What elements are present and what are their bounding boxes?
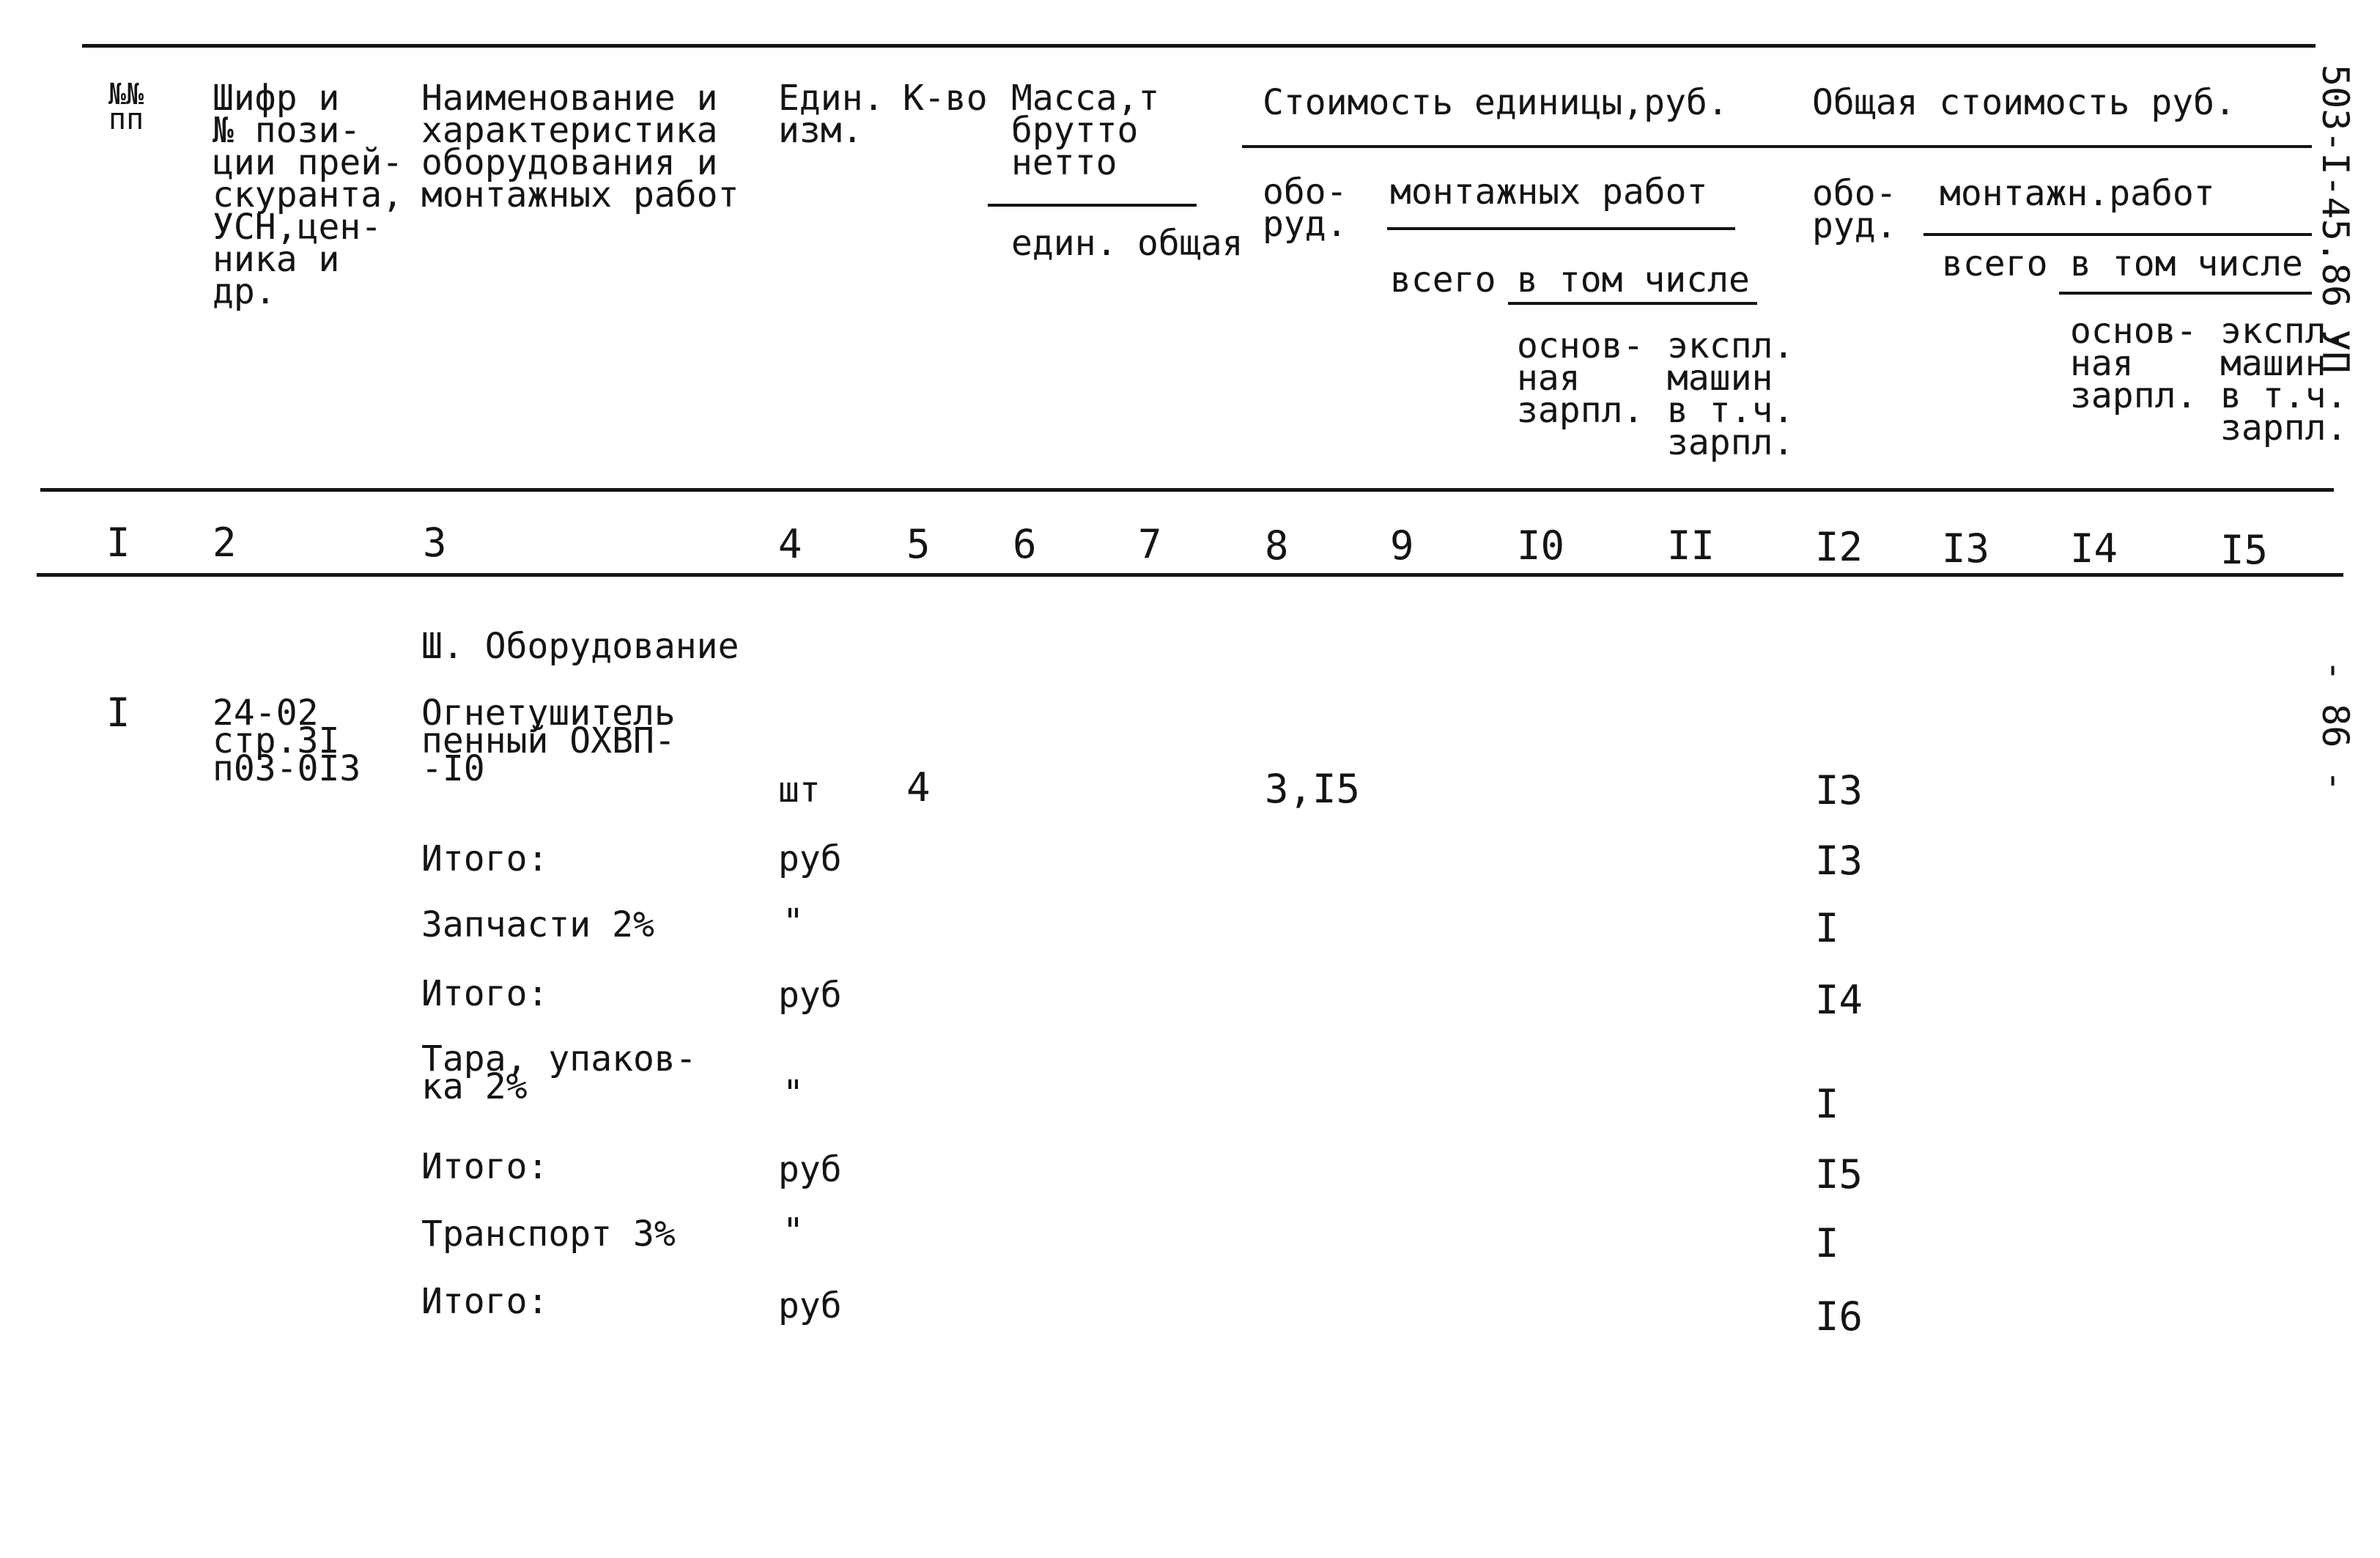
item-code: 24-02 стр.3I п03-0I3: [212, 693, 361, 789]
col-number-13: I3: [1942, 525, 1990, 572]
row-name: Итого:: [421, 1281, 549, 1322]
row-total: I4: [1815, 977, 1863, 1023]
header-unit-cost: Стоимость единицы,руб.: [1263, 82, 1729, 123]
col-number-12: I2: [1815, 524, 1863, 570]
row-name: Итого:: [421, 1146, 549, 1187]
col-number-5: 5: [906, 521, 931, 567]
item-name: Огнетушитель пенный ОХВП- -I0: [421, 693, 676, 789]
header-total-mach: экспл. машин в т.ч. зарпл.: [2220, 311, 2348, 448]
header-mass-unit: един.: [1011, 223, 1117, 264]
row-name: Итого:: [421, 973, 549, 1014]
row-unit: руб: [778, 1285, 842, 1326]
header-bottom-rule: [40, 488, 2334, 492]
col-number-8: 8: [1265, 523, 1289, 569]
header-col-code: Шифр и № пози- ции прей- скуранта, УСН,цен- ника и др.: [212, 78, 404, 312]
item-unit-equip-cost: 3,I5: [1265, 766, 1361, 812]
header-col-qty: К-во: [903, 78, 988, 119]
row-name: Тара, упаков- ка 2%: [421, 1038, 697, 1107]
header-unit-mach: экспл. машин в т.ч. зарпл.: [1667, 325, 1795, 463]
row-name: Запчасти 2%: [421, 904, 654, 945]
row-name: Итого:: [421, 838, 549, 879]
header-col-name: Наименование и характеристика оборудования и монтажных работ: [421, 78, 739, 215]
col-number-10: I0: [1517, 523, 1565, 569]
total-incl-rule: [2059, 292, 2312, 295]
unit-cost-rule: [1242, 145, 2312, 148]
row-unit: руб: [778, 1149, 842, 1190]
row-unit: ": [783, 901, 804, 942]
col-number-4: 4: [778, 521, 802, 567]
header-col-mass: Масса,т брутто нетто: [1011, 78, 1160, 183]
row-total: I5: [1815, 1151, 1863, 1197]
row-name: Транспорт 3%: [421, 1214, 676, 1255]
row-total: I6: [1815, 1293, 1863, 1340]
row-unit: руб: [778, 838, 842, 879]
header-total-cost: Общая стоимость руб.: [1812, 82, 2236, 123]
col-number-15: I5: [2220, 527, 2269, 573]
row-total: I: [1815, 905, 1839, 951]
row-unit: ": [783, 1073, 804, 1114]
row-total: I3: [1815, 838, 1863, 884]
col-number-9: 9: [1390, 523, 1414, 569]
unit-incl-rule: [1508, 302, 1757, 305]
header-col-num: №№ пп: [108, 78, 144, 136]
page-number: - 86 -: [2314, 660, 2357, 792]
col-number-1: I: [106, 520, 130, 566]
header-total-incl: в том числе: [2070, 243, 2303, 284]
col-number-2: 2: [212, 520, 237, 566]
header-unit-install: монтажных работ: [1390, 171, 1708, 213]
numbers-bottom-rule: [37, 573, 2343, 577]
header-unit-incl: в том числе: [1517, 259, 1750, 300]
header-total-total: всего: [1942, 243, 2048, 284]
header-unit-equip: обо- руд.: [1263, 171, 1348, 245]
section-title: Ш. Оборудование: [421, 626, 739, 667]
header-unit-base: основ- ная зарпл.: [1517, 325, 1644, 431]
doc-code: 503-I-45.86 УП: [2314, 64, 2357, 374]
top-rule: [82, 44, 2316, 48]
unit-install-rule: [1387, 227, 1735, 230]
header-total-install: монтажн.работ: [1940, 173, 2215, 214]
row-unit: руб: [778, 975, 842, 1016]
header-mass-total: общая: [1137, 223, 1243, 264]
row-total: I: [1815, 1081, 1839, 1127]
item-unit: шт: [778, 769, 821, 811]
col-number-14: I4: [2070, 525, 2118, 572]
header-col-unit: Един. изм.: [778, 78, 884, 151]
col-number-7: 7: [1138, 521, 1162, 567]
col-number-11: II: [1667, 523, 1715, 569]
total-install-rule: [1923, 233, 2312, 236]
col-number-6: 6: [1013, 521, 1037, 567]
header-unit-total: всего: [1390, 259, 1496, 300]
item-num: I: [106, 690, 130, 736]
item-total-equip-cost: I3: [1815, 767, 1863, 813]
col-number-3: 3: [423, 520, 447, 566]
item-qty: 4: [906, 764, 931, 811]
header-total-equip: обо- руд.: [1812, 173, 1897, 246]
row-total: I: [1815, 1220, 1839, 1266]
header-total-base: основ- ная зарпл.: [2070, 311, 2198, 416]
mass-rule: [988, 204, 1197, 207]
row-unit: ": [783, 1211, 804, 1252]
